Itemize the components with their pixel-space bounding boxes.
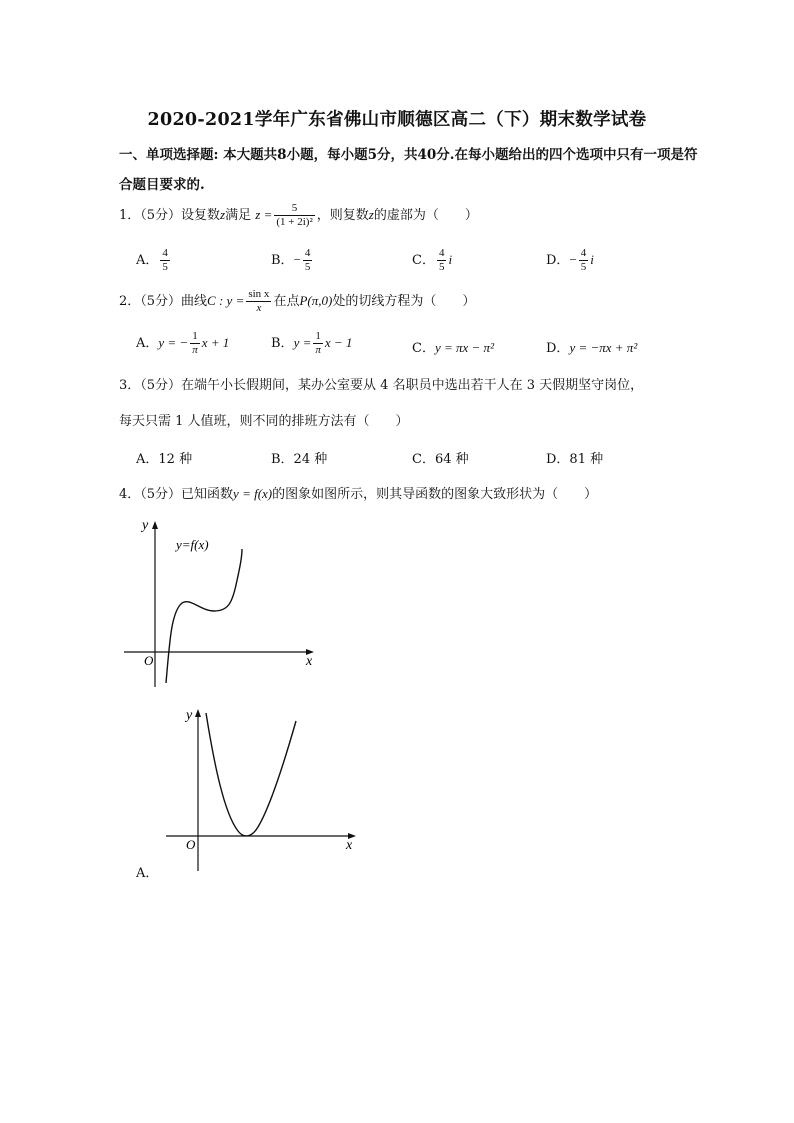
q2-option-c[interactable] [412,337,494,356]
graph-option-a [160,703,370,875]
option-letter: A． [136,253,159,268]
option-post: x − 1 [324,335,353,350]
q2-point: P(π,0) [299,293,333,308]
frac-num: 4 [162,247,168,259]
q1-prefix: 1．（5分）设复数 [119,208,221,223]
q3-option-a[interactable]: A．12 种 [136,452,193,467]
option-text: y = πx − π² [434,340,494,355]
q1-option-c[interactable] [412,247,452,274]
q2-frac-num: sin x [248,288,270,300]
q1-tail: ，则复数 [316,208,369,223]
q2-option-a[interactable] [136,330,229,357]
q4-func: y = f(x) [233,486,273,501]
graph-f [118,515,328,690]
graph-a-ylabel: y [186,708,193,723]
frac-num: 1 [313,330,323,344]
q2-option-b[interactable] [271,330,352,357]
q1-var2: z [368,207,374,222]
q2-tail: 处的切线方程为（ ） [332,294,476,309]
q2-mid: 在点 [273,294,300,309]
q4-prefix: 4．（5分）已知函数 [119,487,234,502]
y-axis-arrow [152,521,158,529]
question-2 [119,288,475,315]
q2-fraction [246,288,271,315]
q1-var: z [220,207,226,222]
q1-tail2: 的虚部为（ ） [373,208,478,223]
question-1 [119,202,478,229]
frac-den: π [192,344,198,356]
option-suffix: i [448,252,453,267]
graph-a-origin: O [186,837,196,852]
q1-option-b[interactable] [271,247,314,274]
q1-option-a[interactable] [136,247,172,274]
option-letter: D． [546,341,570,356]
q3-option-d[interactable]: D．81 种 [546,452,604,467]
option-suffix: i [590,252,594,267]
q4-tail: 的图象如图所示，则其导函数的图象大致形状为（ ） [272,487,598,502]
option-pre: y = − [158,335,189,350]
q2-option-d[interactable] [546,337,637,356]
graph-f-xlabel: x [306,654,313,669]
frac-den: 5 [304,261,311,273]
question-3-line-2: 每天只需 1 人值班，则不同的排班方法有（ ） [119,414,409,429]
graph-f-origin: O [144,653,154,668]
q1-mid: 满足 [225,208,252,223]
frac-num: 4 [438,247,445,259]
graph-a-curve [206,713,296,836]
q3-option-b[interactable]: B．24 种 [271,452,328,467]
q1-frac-den: (1 + 2i)² [276,216,313,228]
q3-option-c[interactable]: C．64 种 [412,452,469,467]
frac-num: 4 [580,247,587,259]
question-3-line-1: 3．（5分）在端午小长假期间，某办公室要从 4 名职员中选出若干人在 3 天假期坚守岗位， [119,378,644,393]
q2-prefix: 2．（5分）曲线 [119,294,208,309]
option-post: x + 1 [201,335,230,350]
q1-frac-num: 5 [274,202,314,216]
q1-option-d[interactable] [546,247,594,274]
frac-num: 1 [190,330,200,344]
option-letter: D． [546,253,570,268]
graph-f-curve [166,549,242,683]
q4-option-a-label[interactable]: A． [136,866,159,881]
graph-f-curve-label: y=f(x) [176,537,209,552]
exam-title: 2020-2021学年广东省佛山市顺德区高二（下）期末数学试卷 [147,110,647,130]
q2-curve: C : y = [207,293,245,308]
option-letter: B． [271,253,294,268]
option-sign: − [293,252,301,267]
y-axis-arrow [195,709,201,717]
graph-f-ylabel: y [142,518,149,533]
option-text: y = −πx + π² [569,340,638,355]
option-letter: A． [136,336,159,351]
frac-den: 5 [162,261,168,273]
q2-frac-den: x [256,302,262,314]
q1-eq: z = [255,207,273,222]
graph-a-xlabel: x [346,838,353,853]
q1-fraction [274,202,314,229]
frac-num: 4 [304,247,311,259]
option-pre: y = [293,335,312,350]
option-sign: − [569,252,577,267]
frac-den: 5 [580,261,587,273]
option-letter: C． [412,341,435,356]
option-letter: B． [271,336,294,351]
frac-den: 5 [438,261,445,273]
section-heading: 一、单项选择题: 本大题共8小题，每小题5分，共40分.在每小题给出的四个选项中只有一项是符合题目要求的. [119,147,698,193]
frac-den: π [315,344,321,356]
question-4 [119,483,597,502]
option-letter: C． [412,253,435,268]
